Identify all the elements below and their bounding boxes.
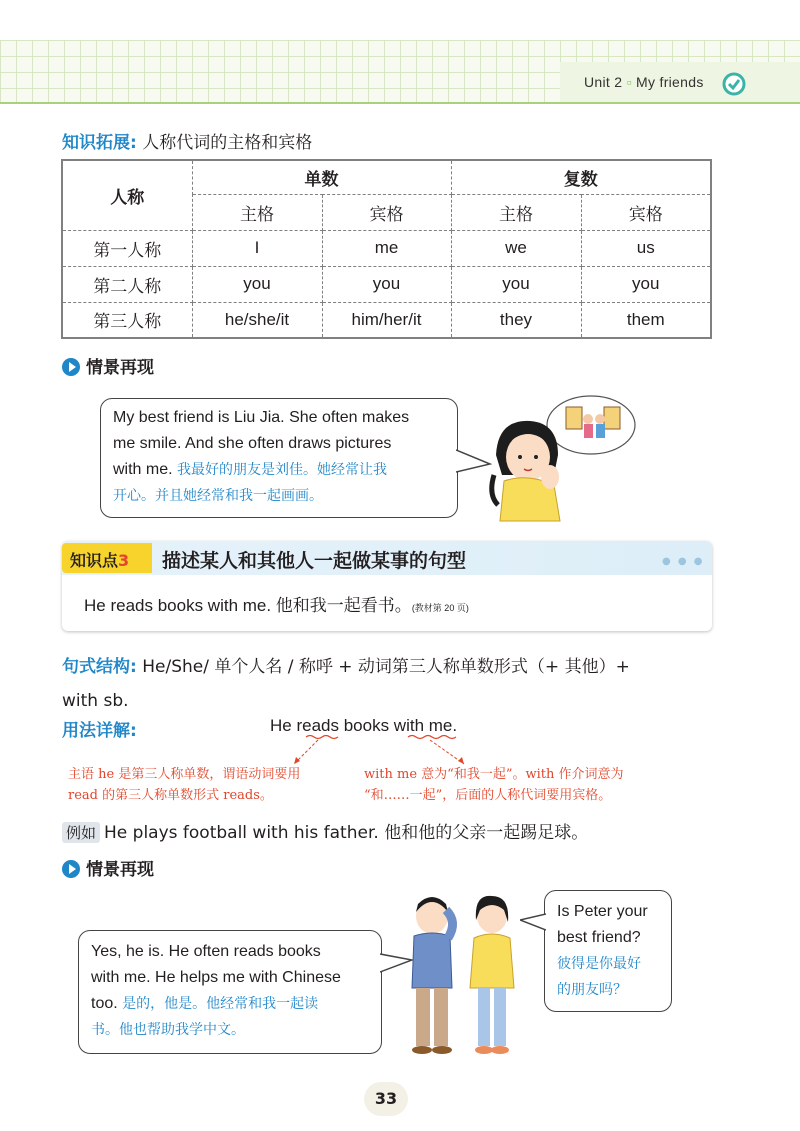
textbook-note: (教材第 20 页)	[411, 603, 469, 613]
example-text: He plays football with his father. 他和他的父亲一起踢足球。	[104, 823, 589, 843]
speech-bubble-girl-question	[544, 890, 672, 1012]
table-cell: we	[451, 230, 581, 266]
extension-heading	[62, 128, 312, 153]
bubble-line: Yes, he is. He often reads books	[91, 943, 321, 960]
table-row	[62, 230, 711, 266]
structure-text: He/She/ 单个人名 / 称呼 + 动词第三人称单数形式（+ 其他）+	[142, 657, 630, 677]
scene-title: 情景再现	[86, 358, 154, 378]
bubble-text-cn: 开心。并且她经常和我一起画画。	[113, 488, 323, 504]
structure-label: 句式结构:	[62, 657, 137, 677]
bubble-line: with me. He helps me with Chinese	[91, 969, 341, 986]
pronoun-table	[61, 159, 712, 339]
tag-text: 知识点	[70, 551, 119, 570]
extension-label: 知识拓展:	[62, 133, 137, 153]
speech-bubble-girl	[100, 398, 458, 518]
page-number: 33	[364, 1082, 408, 1116]
bubble-line: best friend?	[557, 929, 641, 946]
bubble-text-cn: 我最好的朋友是刘佳。她经常让我	[177, 462, 388, 478]
scene-heading	[62, 855, 154, 880]
table-row	[62, 302, 711, 338]
extension-title: 人称代词的主格和宾格	[142, 133, 313, 153]
bubble-line: My best friend is Liu Jia. She often makes	[113, 409, 410, 426]
table-cell: me	[322, 230, 451, 266]
scene-title: 情景再现	[86, 860, 154, 880]
boy-girl-illustration	[400, 892, 530, 1062]
row-name: 第二人称	[62, 266, 192, 302]
bubble-text-cn: 的朋友吗？	[557, 982, 627, 998]
usage-label: 用法详解:	[62, 721, 137, 741]
table-cell: us	[581, 230, 711, 266]
table-row	[62, 266, 711, 302]
bubble-text-cn: 书。他也帮助我学中文。	[91, 1022, 245, 1038]
scene-heading	[62, 353, 154, 378]
note-line: 主语 he 是第三人称单数，谓语动词要用	[68, 767, 301, 782]
usage-note-right	[364, 764, 709, 806]
play-icon	[62, 860, 80, 878]
girl-illustration	[488, 395, 638, 525]
table-header-singular: 单数	[192, 160, 451, 194]
row-name: 第一人称	[62, 230, 192, 266]
sentence-text: He reads books with me. 他和我一起看书。	[84, 596, 412, 615]
usage-example: He reads books with me.	[270, 716, 458, 735]
row-name: 第三人称	[62, 302, 192, 338]
table-header-person: 人称	[62, 160, 192, 230]
sentence-structure	[62, 650, 712, 718]
bubble-line	[113, 457, 457, 483]
play-icon	[62, 358, 80, 376]
table-cell: I	[192, 230, 322, 266]
table-header-object: 宾格	[322, 194, 451, 230]
knowledge-point-sentence	[84, 591, 469, 616]
note-line: read 的第三人称单数形式 reads。	[68, 788, 273, 803]
decor-dots: ● ● ●	[662, 556, 705, 567]
table-cell: him/her/it	[322, 302, 451, 338]
bubble-text-cn: 彼得是你最好	[557, 956, 641, 972]
bubble-line	[113, 483, 457, 509]
table-cell: you	[581, 266, 711, 302]
table-header-subject: 主格	[451, 194, 581, 230]
table-cell: you	[322, 266, 451, 302]
unit-number: Unit 2	[584, 74, 623, 90]
knowledge-point-title: 描述某人和其他人一起做某事的句型	[162, 550, 467, 572]
table-header-subject: 主格	[192, 194, 322, 230]
check-badge-icon	[722, 72, 746, 96]
structure-text: with sb.	[62, 691, 129, 711]
table-cell: they	[451, 302, 581, 338]
note-line: “和……一起”，后面的人称代词要用宾格。	[364, 788, 612, 803]
note-line: with me 意为“和我一起”。with 作介词意为	[364, 767, 624, 782]
knowledge-point-tag-label	[70, 548, 129, 571]
bubble-text-en: too.	[91, 995, 118, 1012]
bubble-tail	[456, 448, 492, 478]
bubble-line	[91, 1017, 381, 1043]
table-header-object: 宾格	[581, 194, 711, 230]
table-header-plural: 复数	[451, 160, 711, 194]
usage-note-left	[68, 764, 368, 806]
table-cell: them	[581, 302, 711, 338]
table-cell: he/she/it	[192, 302, 322, 338]
example-tag: 例如	[62, 822, 100, 843]
usage-annotation-marks	[280, 734, 480, 768]
bubble-line: me smile. And she often draws pictures	[113, 435, 392, 452]
bubble-line: Is Peter your	[557, 903, 648, 920]
tag-number: 3	[118, 551, 130, 570]
unit-separator: ▫	[626, 74, 632, 90]
unit-title	[584, 74, 704, 90]
bubble-line	[91, 991, 381, 1017]
table-cell: you	[192, 266, 322, 302]
table-cell: you	[451, 266, 581, 302]
bubble-text-en: with me.	[113, 461, 173, 478]
speech-bubble-boy	[78, 930, 382, 1054]
example-line	[62, 818, 588, 843]
unit-name: My friends	[636, 74, 704, 90]
bubble-text-cn: 是的，他是。他经常和我一起读	[122, 996, 319, 1012]
